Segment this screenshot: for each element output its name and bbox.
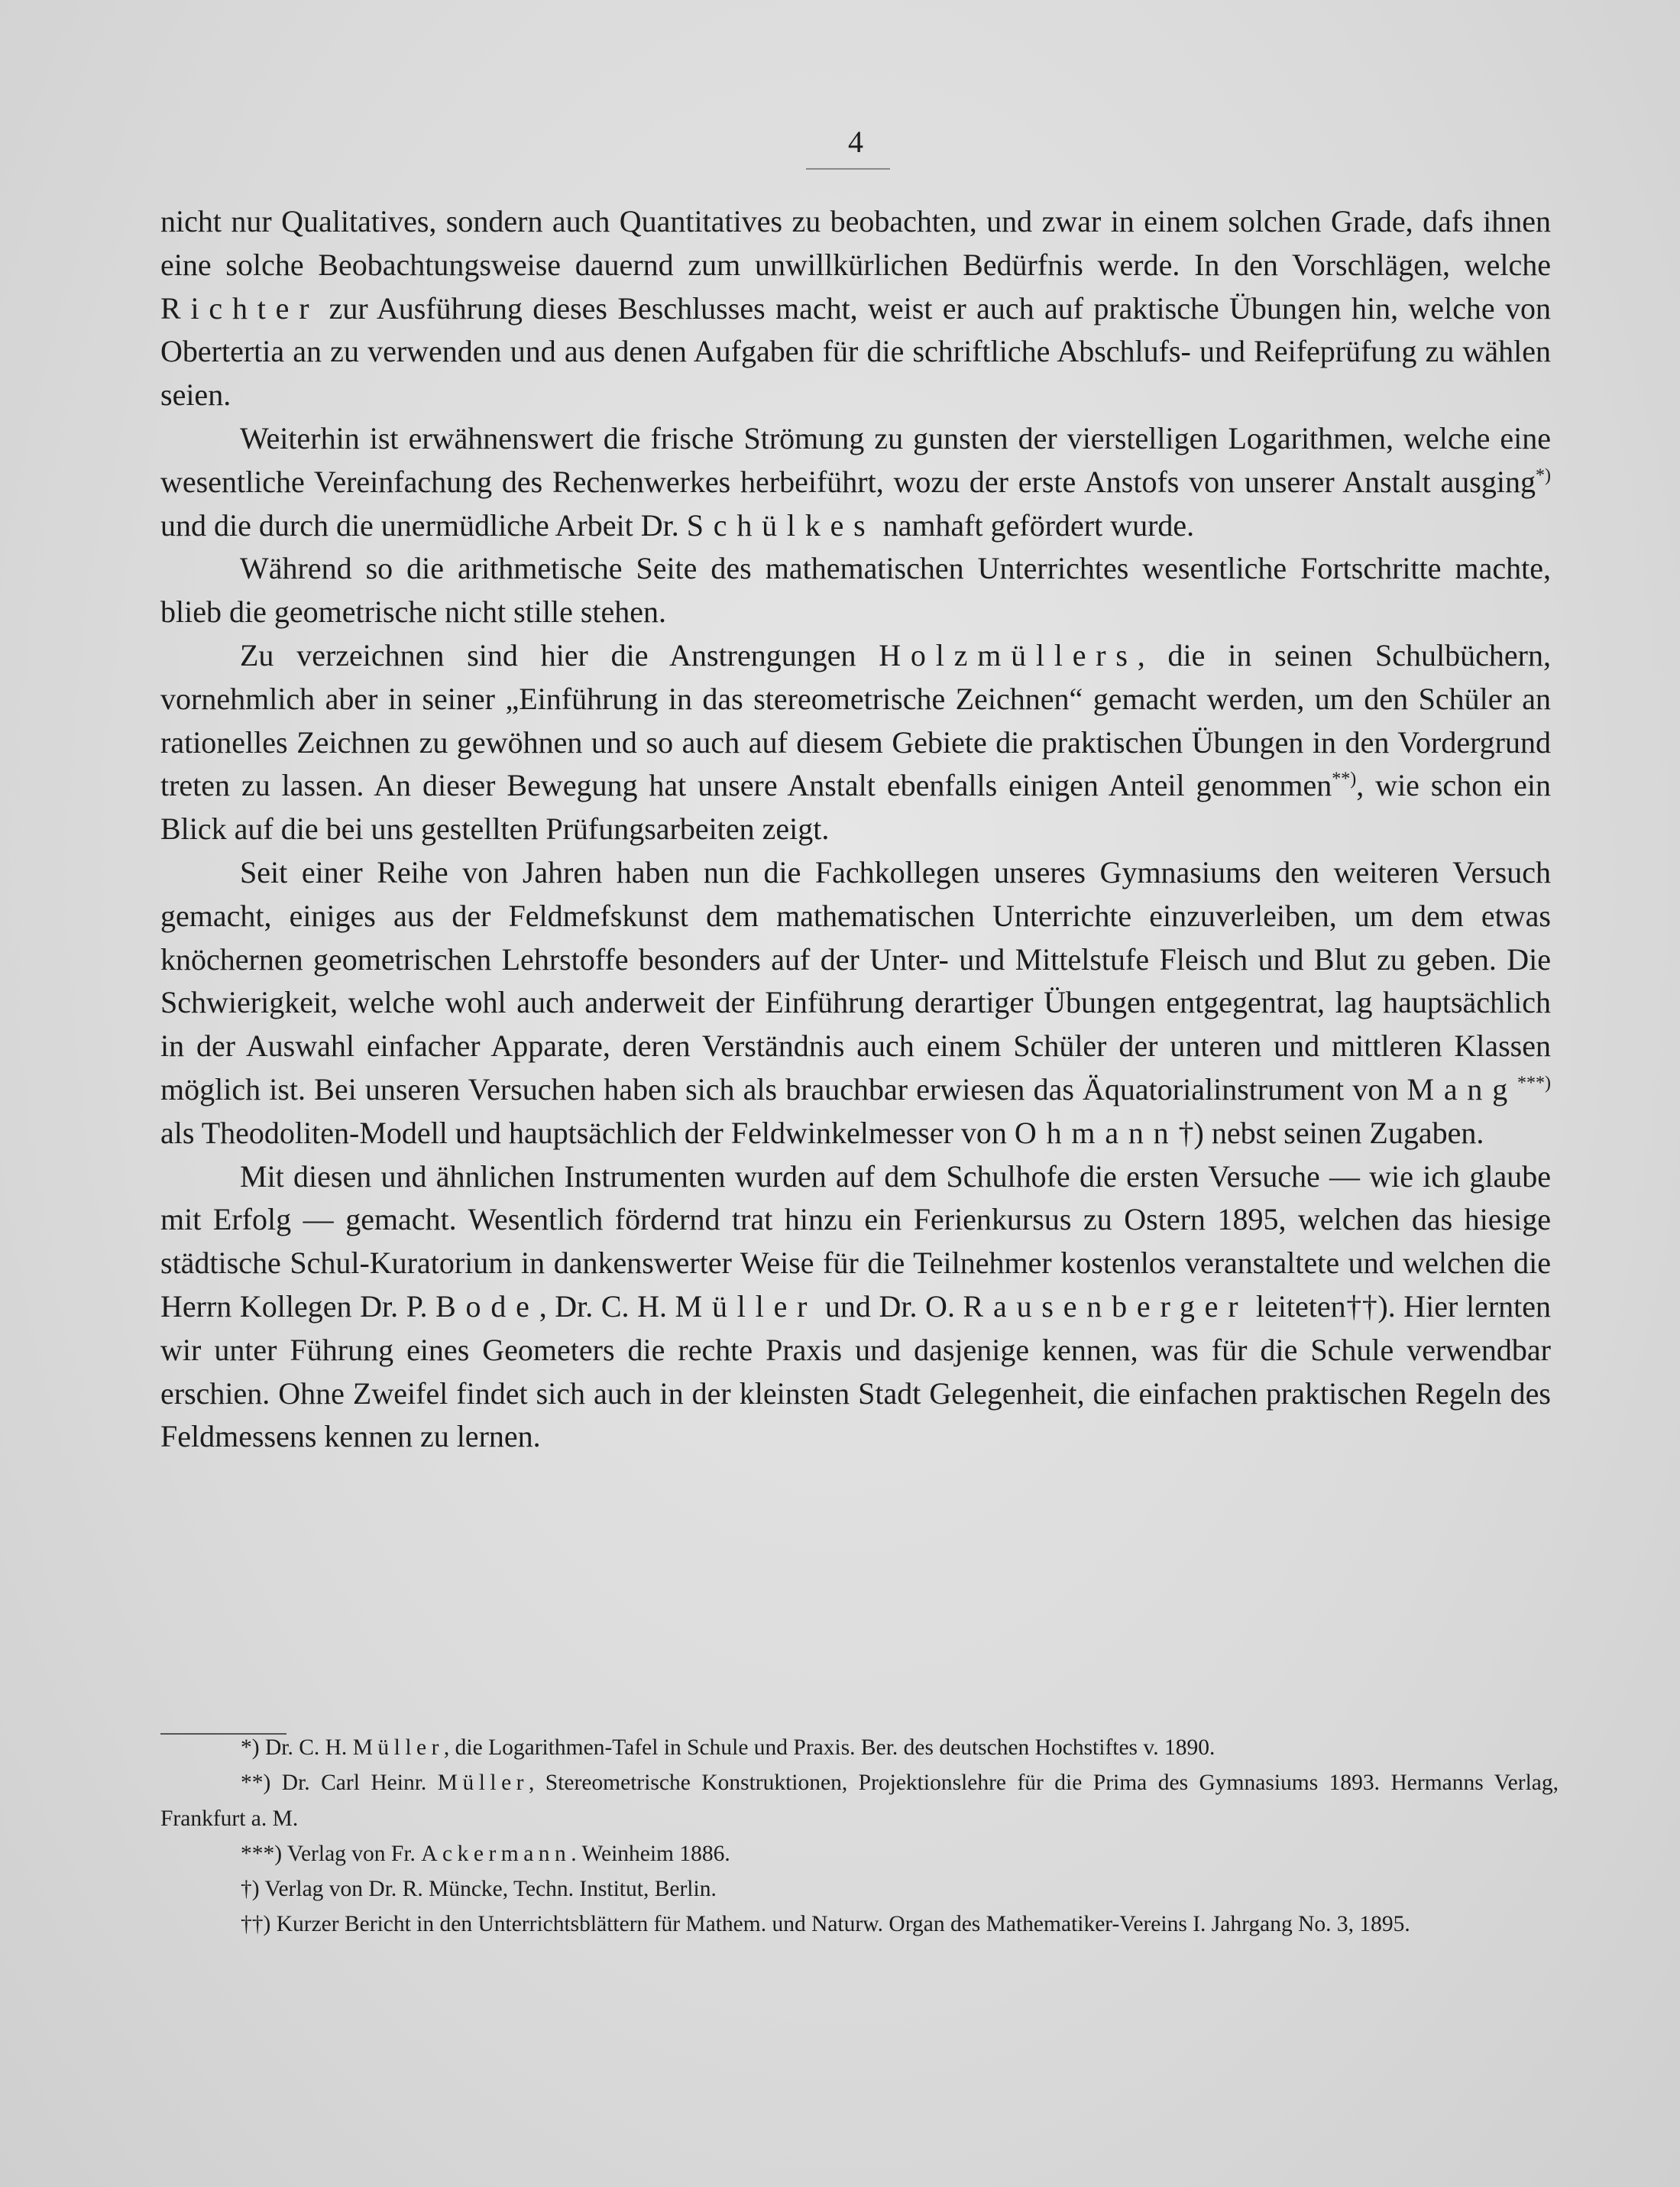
name-ohmann: Ohmann [1014,1115,1179,1150]
paragraph-2 [160,417,1551,547]
footnotes [160,1730,1559,1942]
paragraph-4-text-b: , die in seinen Schulbüchern, vornehmlich aber in seiner „Einführung in das stereometrische Zeichnen“ gemacht werden, um den Schüler an rationelles Zeichnen zu gewöhnen und so auch auf diesem Gebiete die praktischen Übungen in den Vordergrund treten zu lassen. An dieser Bewegung hat unsere Anstalt ebenfalls einigen Anteil genommen [160,637,1552,803]
footnote-mark-3: ***) [1517,1073,1551,1094]
paragraph-6 [160,1155,1551,1460]
footnote-mark-5: ††) [1345,1288,1388,1324]
footnote-5: ††) Kurzer Bericht in den Unterrichtsblättern für Mathem. und Naturw. Organ des Mathematiker-Vereins I. Jahrgang No. 3, 1895. [241,1912,1410,1937]
footnote-mark-2: **) [1332,769,1357,789]
paragraph-4-text-c: , wie schon ein Blick auf die bei uns gestellten Prüfungsarbeiten zeigt. [160,768,1551,847]
paragraph-4 [160,634,1551,851]
name-bode: Bode [435,1288,539,1324]
paragraph-1-text-b: zur Ausführung dieses Beschlusses macht, weist er auch auf praktische Übungen hin, welche von Obertertia an zu verwenden und aus denen Aufgaben für die schriftliche Abschlufs- und Reifeprüfung zu wählen seien. [160,290,1551,413]
paragraph-1 [160,200,1551,417]
footnote-mark-1: *) [1536,465,1551,486]
page-number-rule [806,168,890,170]
paragraph-6-text-a: Mit diesen und ähnlichen Instrumenten wurden auf dem Schulhofe die ersten Versuche — wie ich glaube mit Erfolg — gemacht. Wesentlich fördernd trat hinzu ein Ferienkursus zu Ostern 1895, welchen das hiesige städtische Schul-Kuratorium in dankenswerter Weise für die Teilnehmer kostenlos veranstaltete und welchen die Herrn Kollegen Dr. P. [160,1158,1551,1324]
footnote-3-text-b: . Weinheim 1886. [571,1841,730,1866]
paragraph-1-text-a: nicht nur Qualitatives, sondern auch Quantitatives zu beobachten, und zwar in einem solchen Grade, dafs ihnen eine solche Beobachtungsweise dauernd zum unwillkürlichen Bedürfnis werde. In den Vorschlägen, welche [160,204,1551,282]
name-richter: Richter [160,290,319,326]
paragraph-3: Während so die arithmetische Seite des mathematischen Unterrichtes wesentliche Fortschritte machte, blieb die geometrische nicht stille stehen. [160,551,1551,630]
paragraph-6-text-d: leiteten [1248,1288,1346,1324]
paragraph-5-text-b: als Theodoliten-Modell und hauptsächlich der Feldwinkelmesser von [160,1115,1015,1150]
paragraph-5-text-c: nebst seinen Zugaben. [1203,1115,1484,1150]
footnote-3 [160,1836,1559,1871]
footnote-2 [160,1765,1559,1836]
paragraph-5 [160,851,1551,1155]
paragraph-6-text-c: und Dr. O. [817,1288,963,1324]
footnote-1-name: Müller [352,1735,444,1760]
footnote-2-name: Müller [437,1771,529,1796]
paragraph-6-text-e: . Hier lernten wir unter Führung eines Geometers die rechte Praxis und dasjenige kennen, was für die Schule verwendbar erschien. Ohne Zweifel findet sich auch in der kleinsten Stadt Gelegenheit, die einfachen praktischen Regeln des Feldmessens kennen zu lernen. [160,1288,1552,1454]
footnote-1-text-a: *) Dr. C. H. [241,1735,353,1760]
name-mang: Mang [1406,1071,1517,1106]
name-schuelke: Schülkes [686,507,876,543]
paragraph-4-text-a: Zu verzeichnen sind hier die Anstrengungen [240,637,879,672]
paragraph-2-text-a: Weiterhin ist erwähnenswert die frische Strömung zu gunsten der vierstelligen Logarithmen, welche eine wesentliche Vereinfachung des Rechenwerkes herbeiführt, wozu der erste Anstofs von unserer Anstalt ausging [160,420,1551,499]
paragraph-6-text-b: , Dr. C. H. [539,1288,675,1324]
footnote-2-text-a: **) Dr. Carl Heinr. [241,1771,438,1796]
main-text [160,200,1551,1459]
footnote-mark-4: †) [1178,1115,1204,1150]
paragraph-5-text-a: Seit einer Reihe von Jahren haben nun die Fachkollegen unseres Gymnasiums den weiteren Versuch gemacht, einiges aus der Feldmefskunst dem mathematischen Unterrichte einzuverleiben, um dem etwas knöchernen geometrischen Lehrstoffe besonders auf der Unter- und Mittelstufe Fleisch und Blut zu geben. Die Schwierigkeit, welche wohl auch anderweit der Einführung derartiger Übungen entgegentrat, lag hauptsächlich in der Auswahl einfacher Apparate, deren Verständnis auch einem Schüler der unteren und mittleren Klassen möglich ist. Bei unseren Versuchen haben sich als brauchbar erwiesen das Äquatorialinstrument von [160,854,1551,1106]
paragraph-2-text-b: und die durch die unermüdliche Arbeit Dr. [160,507,687,543]
footnote-4: †) Verlag von Dr. R. Müncke, Techn. Institut, Berlin. [241,1877,717,1902]
footnote-1-text-b: , die Logarithmen-Tafel in Schule und Praxis. Ber. des deutschen Hochstiftes v. 1890. [443,1735,1215,1760]
page-number: 4 [848,125,863,159]
footnote-2-text-b: , Stereometrische Konstruktionen, Projektionslehre für die Prima des Gymnasiums 1893. Hermanns Verlag, Frankfurt a. M. [160,1771,1559,1831]
footnote-1 [160,1730,1559,1765]
name-rausenberger: Rausenberger [963,1288,1248,1324]
paragraph-2-text-c: namhaft gefördert wurde. [875,507,1195,543]
footnote-3-text-a: ***) Verlag von Fr. [241,1841,422,1866]
name-holzmueller: Holzmüllers [879,637,1138,672]
footnote-3-name: Ackermann [421,1841,571,1866]
name-mueller: Müller [675,1288,817,1324]
